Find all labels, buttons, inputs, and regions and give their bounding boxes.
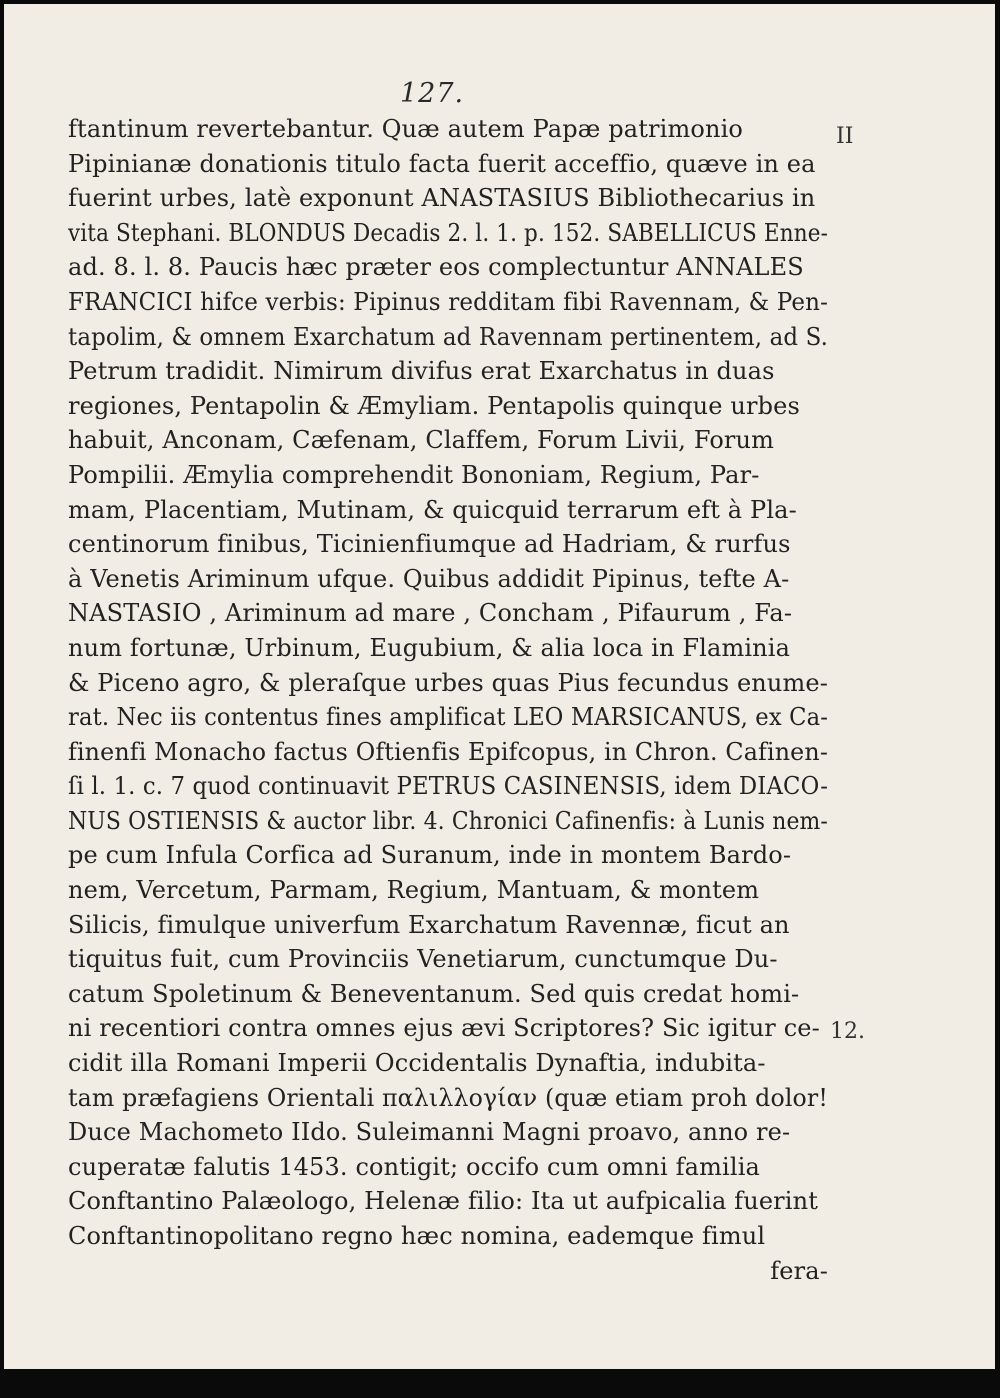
text-line: mam, Placentiam, Mutinam, & quicquid terrarum eft à Pla- (68, 495, 797, 524)
text-line: regiones, Pentapolin & Æmyliam. Pentapolis quinque urbes (68, 391, 800, 420)
catchword: fera- (770, 1256, 828, 1285)
text-line: à Venetis Ariminum ufque. Quibus addidit Pipinus, tefte A- (68, 564, 790, 593)
text-line: ftantinum revertebantur. Quæ autem Papæ patrimonio (68, 115, 743, 143)
text-line: rat. Nec iis contentus fines amplificat LEO MARSICANUS, ex Ca- (68, 703, 829, 732)
text-line: vita Stephani. BLONDUS Decadis 2. l. 1. p. 152. SABELLICUS Enne- (68, 218, 829, 247)
margin-note: 12. (830, 1019, 865, 1044)
text-line: Conftantino Palæologo, Helenæ filio: Ita ut aufpicalia fuerint (68, 1187, 819, 1216)
text-line: FRANCICI hifce verbis: Pipinus redditam fibi Ravennam, & Pen- (68, 287, 829, 316)
book-page (4, 4, 995, 1369)
text-line: Silicis, fimulque univerfum Exarchatum Ravennæ, ficut an (68, 910, 790, 939)
text-line: tiquitus fuit, cum Provinciis Venetiarum, cunctumque Du- (68, 945, 778, 974)
text-line: Conftantinopolitano regno hæc nomina, eademque fimul (68, 1222, 766, 1250)
text-line: ni recentiori contra omnes ejus ævi Scriptores? Sic igitur ce- (68, 1014, 820, 1043)
margin-note: II (836, 124, 854, 149)
text-line: nem, Vercetum, Parmam, Regium, Mantuam, & montem (68, 876, 760, 905)
text-line: Pipinianæ donationis titulo facta fuerit acceffio, quæve in ea (68, 149, 816, 178)
text-line: ad. 8. l. 8. Paucis hæc præter eos complectuntur ANNALES (68, 253, 804, 282)
text-line: cuperatæ falutis 1453. contigit; occifo cum omni familia (68, 1152, 760, 1181)
body-text (68, 112, 828, 1288)
text-line: centinorum finibus, Ticinienfiumque ad Hadriam, & rurfus (68, 530, 791, 559)
text-line: habuit, Anconam, Cæfenam, Claffem, Forum Livii, Forum (68, 426, 775, 455)
page-number: 127. (400, 78, 465, 109)
text-line: fuerint urbes, latè exponunt ANASTASIUS Bibliothecarius in (68, 184, 816, 213)
text-line: Duce Machometo IIdo. Suleimanni Magni proavo, anno re- (68, 1118, 791, 1147)
text-line: ſi l. 1. c. 7 quod continuavit PETRUS CASINENSIS, idem DIACO- (68, 772, 829, 801)
text-line: NUS OSTIENSIS & auctor libr. 4. Chronici Cafinenfis: à Lunis nem- (68, 806, 828, 835)
text-line: Petrum tradidit. Nimirum divifus erat Exarchatus in duas (68, 357, 775, 386)
text-line: cidit illa Romani Imperii Occidentalis Dynaftia, indubita- (68, 1049, 766, 1078)
text-line: & Piceno agro, & pleraſque urbes quas Pius fecundus enume- (68, 668, 829, 697)
text-line: tam præfagiens Orientali παλιλλογίαν (quæ etiam proh dolor! (68, 1083, 829, 1112)
text-line: catum Spoletinum & Beneventanum. Sed quis credat homi- (68, 979, 800, 1008)
text-line: pe cum Infula Corfica ad Suranum, inde in montem Bardo- (68, 841, 792, 870)
text-line: Pompilii. Æmylia comprehendit Bononiam, Regium, Par- (68, 460, 760, 489)
text-line: finenfi Monacho factus Oftienfis Epifcopus, in Chron. Cafinen- (68, 737, 828, 766)
text-line: tapolim, & omnem Exarchatum ad Ravennam pertinentem, ad S. (68, 322, 829, 351)
text-line: NASTASIO , Ariminum ad mare , Concham , Pifaurum , Fa- (68, 599, 793, 628)
text-line: num fortunæ, Urbinum, Eugubium, & alia loca in Flaminia (68, 633, 791, 662)
